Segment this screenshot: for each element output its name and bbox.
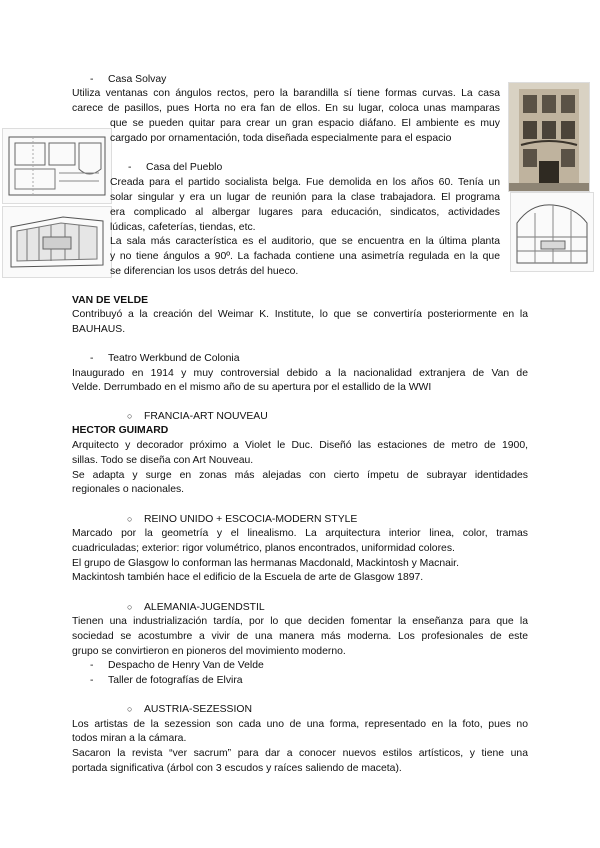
- casa-solvay-heading: - Casa Solvay: [108, 72, 166, 88]
- casa-pueblo-line-2: solar singular y era un lugar de reunión para la clase trabajadora. El programa: [110, 192, 500, 203]
- hector-guimard-title: HECTOR GUIMARD: [72, 425, 169, 436]
- van-de-velde-line-1: Contribuyó a la creación del Weimar K. Institute, lo que se convertiría posteriormente en la: [72, 309, 528, 320]
- austria-line-2: todos miran a la cámara.: [72, 733, 187, 744]
- alemania-item-1: - Despacho de Henry Van de Velde: [108, 658, 264, 674]
- casa-del-pueblo-plan-drawing: [2, 206, 112, 278]
- alemania-item-2: - Taller de fotografías de Elvira: [108, 673, 243, 689]
- francia-line-2: sillas. Todo se diseña con Art Nouveau.: [72, 455, 254, 466]
- austria-line-4: portada significativa (árbol con 3 escudos y raíces saliendo de maceta).: [72, 763, 402, 774]
- austria-heading: ○ AUSTRIA-SEZESSION: [144, 702, 252, 718]
- alemania-heading: ○ ALEMANIA-JUGENDSTIL: [144, 600, 265, 616]
- francia-line-3: Se adapta y surge en zonas más alejadas con cierto ímpetu de subrayar identidades: [72, 470, 528, 481]
- werkbund-heading: - Teatro Werkbund de Colonia: [108, 351, 240, 367]
- reino-unido-line-4: Mackintosh también hace el edificio de la Escuela de arte de Glasgow 1897.: [72, 572, 424, 583]
- casa-pueblo-line-6: y no tiene ángulos a 90º. La fachada contiene una asimetría regulada en la que: [110, 251, 500, 262]
- austria-line-1: Los artistas de la sezession son cada uno de una forma, representado en la foto, pues no: [72, 719, 528, 730]
- casa-pueblo-line-5: La sala más característica es el auditorio, que se encuentra en la última planta: [110, 236, 500, 247]
- francia-line-1: Arquitecto y decorador próximo a Violet le Duc. Diseñó las estaciones de metro de 1900,: [72, 440, 528, 451]
- francia-line-4: regionales o nacionales.: [72, 484, 185, 495]
- casa-solvay-line-3: que se pueden quitar para crear un gran espacio diáfano. El ambiente es muy: [110, 118, 500, 129]
- casa-solvay-line-2: carece de pasillos, pues Horta no era fan de ellos. En su lugar, coloca unas mamparas: [72, 103, 500, 114]
- reino-unido-line-1: Marcado por la geometría y el linealismo. La arquitectura interior linea, color, tramas: [72, 528, 528, 539]
- alemania-line-3: grupo se convirtieron en pioneros del movimiento moderno.: [72, 646, 346, 657]
- reino-unido-line-3: El grupo de Glasgow lo conforman las hermanas Macdonald, Mackintosh y Macnair.: [72, 558, 459, 569]
- casa-pueblo-line-3: era complicado al albergar lugares para educación, sindicatos, actividades: [110, 207, 500, 218]
- francia-heading: ○ FRANCIA-ART NOUVEAU: [144, 409, 268, 425]
- casa-solvay-line-1: Utiliza ventanas con ángulos rectos, pero la barandilla sí tiene formas curvas. La casa: [72, 88, 500, 99]
- van-de-velde-title: VAN DE VELDE: [72, 295, 149, 306]
- werkbund-line-2: Velde. Derrumbado en el mismo año de su apertura por el estallido de la WWI: [72, 382, 432, 393]
- casa-pueblo-line-4: lúdicas, cafeterías, tiendas, etc.: [110, 222, 256, 233]
- casa-solvay-plan-drawing: [2, 128, 112, 204]
- casa-solvay-line-4: cargado por ornamentación, toda diseñada especialmente para el espacio: [110, 133, 452, 144]
- alemania-line-2: sociedad se acostumbre a vivir de una manera más moderna. Los profesionales de este: [72, 631, 528, 642]
- austria-line-3: Sacaron la revista “ver sacrum” para dar a conocer nuevos estilos artísticos, y tiene una: [72, 748, 528, 759]
- casa-pueblo-heading: - Casa del Pueblo: [146, 160, 222, 176]
- alemania-line-1: Tienen una industrialización tardía, por lo que deciden fomentar la enseñanza para que la: [72, 616, 528, 627]
- casa-pueblo-line-7: se diferencian los usos detrás del hueco.: [110, 266, 299, 277]
- casa-pueblo-line-1: Creada para el partido socialista belga. Fue demolida en los años 60. Tenía un: [110, 177, 500, 188]
- reino-unido-heading: ○ REINO UNIDO + ESCOCIA-MODERN STYLE: [144, 512, 357, 528]
- casa-del-pueblo-section-drawing: [510, 192, 594, 272]
- van-de-velde-line-2: BAUHAUS.: [72, 324, 126, 335]
- casa-solvay-facade-photo: [508, 82, 590, 192]
- reino-unido-line-2: cuadriculadas; exterior: rigor volumétrico, planos encontrados, uniformidad colores.: [72, 543, 455, 554]
- werkbund-line-1: Inaugurado en 1914 y muy controversial debido a la nacionalidad extranjera de Van de: [72, 368, 528, 379]
